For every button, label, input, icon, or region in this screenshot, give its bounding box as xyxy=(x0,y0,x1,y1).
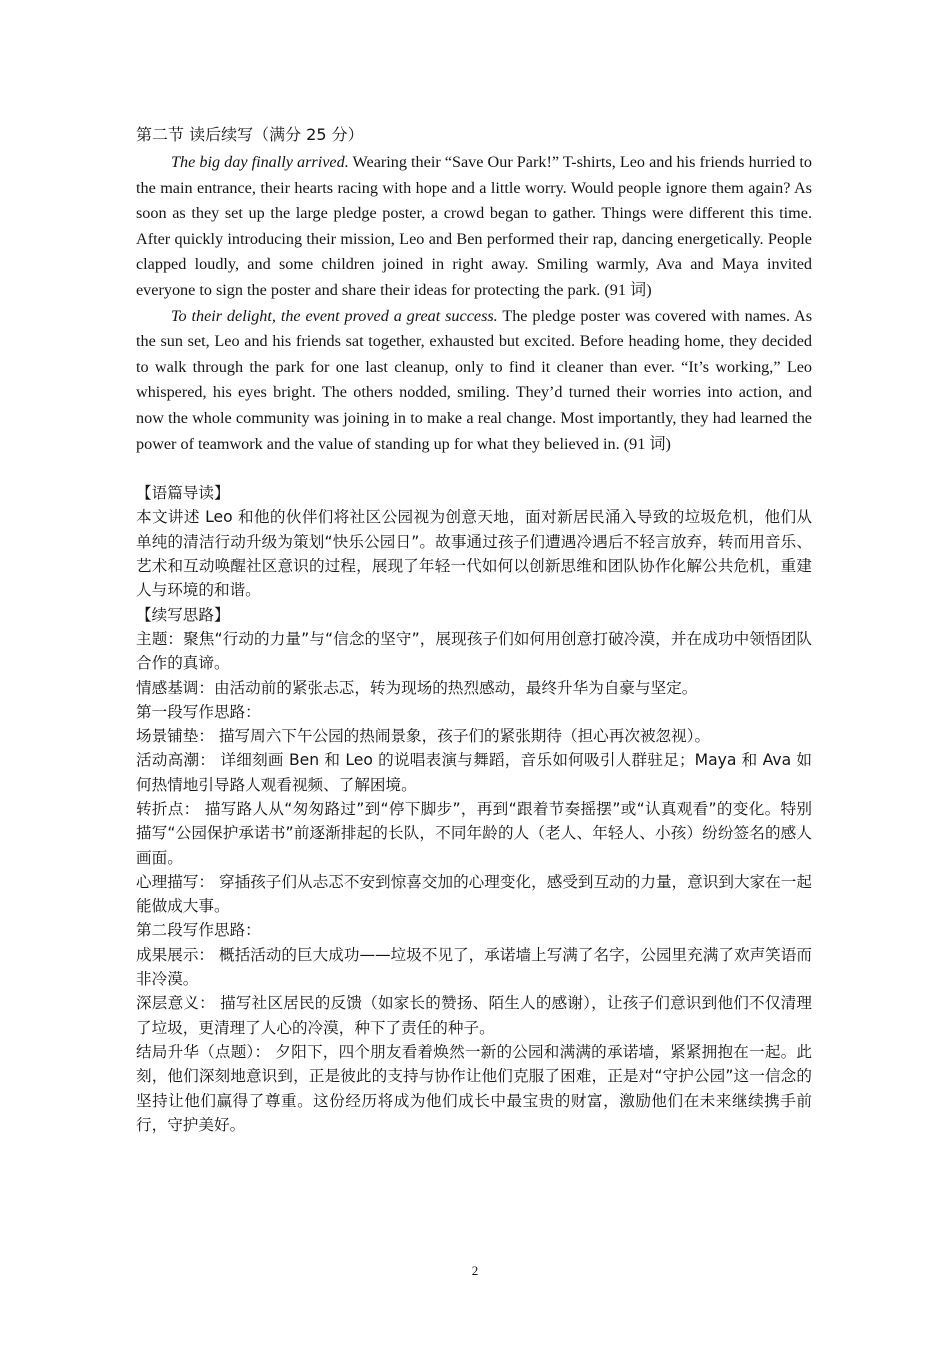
plan-1-climax: 活动高潮： 详细刻画 Ben 和 Leo 的说唱表演与舞蹈，音乐如何吸引人群驻足；Maya 和 Ava 如何热情地引导路人观看视频、了解困境。 xyxy=(136,751,812,794)
plan-2-ending: 结局升华（点题）： 夕阳下，四个朋友看着焕然一新的公园和满满的承诺墙，紧紧拥抱在一起。此刻，他们深刻地意识到，正是彼此的支持与协作让他们克服了困难，正是对“守护公园”这一信念的坚持让他们赢得了尊重。这份经历将成为他们成长中最宝贵的财富，激励他们在未来继续携手前行，守护美好。 xyxy=(136,1042,812,1134)
plan-1-turning-point: 转折点： 描写路人从“匆匆路过”到“停下脚步”，再到“跟着节奏摇摆”或“认真观看”的变化。特别描写“公园保护承诺书”前逐渐排起的长队，不同年龄的人（老人、年轻人、小孩）纷纷签名的感人画面。 xyxy=(136,799,812,867)
ideas-theme: 主题：聚焦“行动的力量”与“信念的坚守”，展现孩子们如何用创意打破冷漠，并在成功中领悟团队合作的真谛。 xyxy=(136,629,812,673)
paragraph-1-plan-heading: 第一段写作思路： xyxy=(136,702,261,721)
page-number: 2 xyxy=(471,1263,479,1278)
plan-2-meaning: 深层意义： 描写社区居民的反馈（如家长的赞扬、陌生人的感谢），让孩子们意识到他们不仅清理了垃圾，更清理了人心的冷漠，种下了责任的种子。 xyxy=(136,994,812,1037)
paragraph-1-lead: The big day finally arrived. xyxy=(171,153,349,171)
paragraph-2-body: The pledge poster was covered with names. As the sun set, Leo and his friends sat together, exhausted but excited. Before heading home, they decided to walk through the park for one last cleanup, only to find it cleaner than ever. “It’s working,” Leo whispered, his eyes bright. The others nodded, smiling. They’d turned their worries into action, and now the whole community was joining in to make a real change. Most importantly, they had learned the power of teamwork and the value of standing up for what they believed in. (91 词) xyxy=(136,306,812,453)
ideas-heading: 【续写思路】 xyxy=(136,605,230,624)
plan-2-result: 成果展示： 概括活动的巨大成功——垃圾不见了，承诺墙上写满了名字，公园里充满了欢声笑语而非冷漠。 xyxy=(136,945,812,989)
model-paragraph-1 xyxy=(136,150,812,304)
model-paragraph-2 xyxy=(136,304,812,458)
paragraph-1-body: Wearing their “Save Our Park!” T-shirts, Leo and his friends hurried to the main entrance, their hearts racing with hope and a little worry. Would people ignore them again? As soon as they set up the large pledge poster, a crowd began to gather. Things were different this time. After quickly introducing their mission, Leo and Ben performed their rap, dancing energetically. People clapped loudly, and some children joined in right away. Smiling warmly, Ava and Maya invited everyone to sign the poster and share their ideas for protecting the park. (91 词) xyxy=(136,153,812,299)
paragraph-2-plan-heading: 第二段写作思路： xyxy=(136,921,261,940)
page-content xyxy=(136,124,812,1137)
plan-1-scene: 场景铺垫： 描写周六下午公园的热闹景象，孩子们的紧张期待（担心再次被忽视）。 xyxy=(136,727,711,746)
paragraph-2-lead: To their delight, the event proved a great success. xyxy=(171,306,498,325)
guide-text: 本文讲述 Leo 和他的伙伴们将社区公园视为创意天地，面对新居民涌入导致的垃圾危机，他们从单纯的清洁行动升级为策划“快乐公园日”。故事通过孩子们遭遇冷遇后不轻言放弃，转而用音乐、艺术和互动唤醒社区意识的过程，展现了年轻一代如何以创新思维和团队协作化解公共危机，重建人与环境的和谐。 xyxy=(136,508,812,600)
section-title: 第二节 读后续写（满分 25 分） xyxy=(136,125,364,144)
plan-1-psychology: 心理描写： 穿插孩子们从忐忑不安到惊喜交加的心理变化，感受到互动的力量，意识到大家在一起能做成大事。 xyxy=(136,872,812,916)
ideas-tone: 情感基调：由活动前的紧张忐忑，转为现场的热烈感动，最终升华为自豪与坚定。 xyxy=(136,678,698,697)
guide-heading: 【语篇导读】 xyxy=(136,484,230,503)
